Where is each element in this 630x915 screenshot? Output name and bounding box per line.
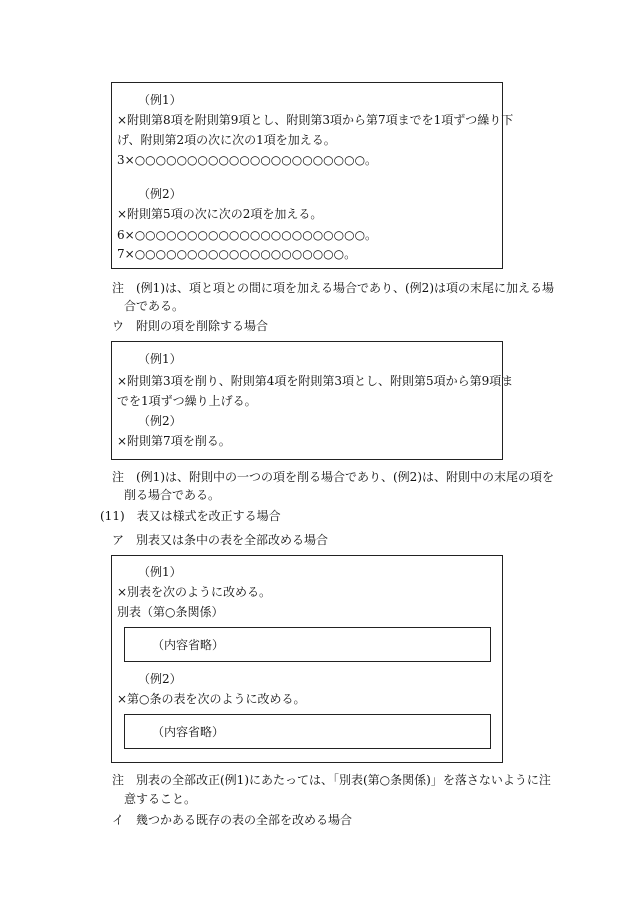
note-text: 注 (例1)は、附則中の一つの項を削る場合であり、(例2)は、附則中の末尾の項を: [112, 470, 554, 484]
content-omitted-text: （内容省略）: [152, 725, 225, 739]
example-text: ×附則第5項の次に次の2項を加える。: [117, 207, 323, 221]
example-text: 3×○○○○○○○○○○○○○○○○○○○○○○。: [117, 153, 378, 167]
content-omitted-text: （内容省略）: [152, 638, 225, 652]
example-text: げ、附則第2項の次に次の1項を加える。: [117, 133, 336, 147]
example-text: ×附則第3項を削り、附則第4項を附則第3項とし、附則第5項から第9項ま: [117, 374, 514, 388]
example-label: （例1）: [138, 352, 182, 366]
example-label: （例2）: [138, 672, 182, 686]
example-text: でを1項ずつ繰り上げる。: [117, 394, 257, 408]
note-text: 合である。: [124, 299, 185, 313]
example-label: （例1）: [138, 565, 182, 579]
example-label: （例1）: [138, 93, 182, 107]
subsection-heading: ア 別表又は条中の表を全部改める場合: [112, 533, 329, 547]
section-heading: (11) 表又は様式を改正する場合: [100, 509, 281, 523]
example-text: 別表（第○条関係）: [117, 605, 224, 619]
section-heading: ウ 附則の項を削除する場合: [112, 319, 269, 333]
note-text: 注 別表の全部改正(例1)にあたっては、「別表(第○条関係)」を落さないように注: [112, 773, 551, 787]
example-label: （例2）: [138, 414, 182, 428]
note-text: 注 (例1)は、項と項との間に項を加える場合であり、(例2)は項の末尾に加える場: [112, 281, 554, 295]
example-label: （例2）: [138, 187, 182, 201]
subsection-heading: イ 幾つかある既存の表の全部を改める場合: [112, 813, 353, 827]
note-text: 削る場合である。: [124, 488, 221, 502]
example-text: ×附則第8項を附則第9項とし、附則第3項から第7項までを1項ずつ繰り下: [117, 113, 514, 127]
example-text: ×別表を次のように改める。: [117, 585, 272, 599]
example-text: ×附則第7項を削る。: [117, 434, 231, 448]
example-text: 6×○○○○○○○○○○○○○○○○○○○○○○。: [117, 228, 378, 242]
note-text: 意すること。: [124, 792, 197, 806]
example-text: ×第○条の表を次のように改める。: [117, 692, 306, 706]
example-text: 7×○○○○○○○○○○○○○○○○○○○○。: [117, 247, 357, 261]
